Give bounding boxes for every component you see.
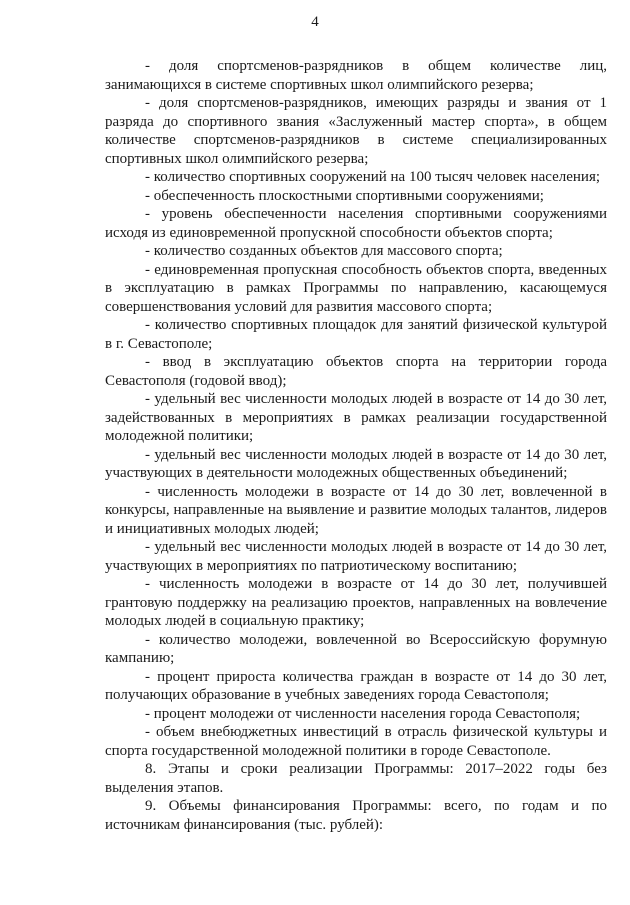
indicator-item: - количество созданных объектов для массового спорта; <box>145 243 503 259</box>
indicator-item: - процент молодежи от численности населения города Севастополя; <box>145 705 581 722</box>
indicator-item: - объем внебюджетных инвестиций в отрасль физической культуры и спорта государственной молодежной политики в городе Севастополе. <box>105 724 607 759</box>
document-body <box>105 57 607 834</box>
indicator-item: - удельный вес численности молодых людей в возрасте от 14 до 30 лет, задействованных в мероприятиях в рамках реализации государственной молодежной политики; <box>105 391 607 444</box>
indicator-item: - единовременная пропускная способность объектов спорта, введенных в эксплуатацию в рамках Программы по направлению, касающемуся совершенствования условий для развития массового спорта; <box>105 261 607 315</box>
page-number: 4 <box>311 14 319 30</box>
indicator-item: - доля спортсменов-разрядников, имеющих разряды и звания от 1 разряда до спортивного звания «Заслуженный мастер спорта», в общем количестве спортсменов-разрядников в системе специализированных спортивных школ олимпийского резерва; <box>105 95 607 167</box>
indicator-item: - ввод в эксплуатацию объектов спорта на территории города Севастополя (годовой ввод); <box>105 354 607 389</box>
indicator-item: - обеспеченность плоскостными спортивными сооружениями; <box>145 187 544 204</box>
indicator-item: - процент прироста количества граждан в возрасте от 14 до 30 лет, получающих образование в учебных заведениях города Севастополя; <box>105 668 607 703</box>
funding-paragraph: 9. Объемы финансирования Программы: всего, по годам и по источникам финансирования (тыс. рублей): <box>105 798 607 833</box>
indicator-item: - удельный вес численности молодых людей в возрасте от 14 до 30 лет, участвующих в мероприятиях по патриотическому воспитанию; <box>105 539 607 574</box>
indicator-item: - уровень обеспеченности населения спортивными сооружениями исходя из единовременной пропускной способности объектов спорта; <box>105 206 607 241</box>
indicator-item: - численность молодежи в возрасте от 14 до 30 лет, получившей грантовую поддержку на реализацию проектов, направленных на вовлечение молодых людей в социальную практику; <box>105 576 607 629</box>
indicator-item: - удельный вес численности молодых людей в возрасте от 14 до 30 лет, участвующих в деятельности молодежных общественных объединений; <box>105 446 607 481</box>
indicator-item: - количество молодежи, вовлеченной во Всероссийскую форумную кампанию; <box>105 631 607 666</box>
stages-paragraph: 8. Этапы и сроки реализации Программы: 2017–2022 годы без выделения этапов. <box>105 761 607 796</box>
indicator-item: - количество спортивных сооружений на 100 тысяч человек населения; <box>145 169 601 185</box>
indicator-item: - численность молодежи в возрасте от 14 до 30 лет, вовлеченной в конкурсы, направленные на выявление и развитие молодых талантов, лидеров и инициативных молодых людей; <box>105 483 607 537</box>
indicator-item: - количество спортивных площадок для занятий физической культурой в г. Севастополе; <box>105 317 607 352</box>
indicator-item: - доля спортсменов-разрядников в общем количестве лиц, занимающихся в системе спортивных школ олимпийского резерва; <box>105 58 607 93</box>
